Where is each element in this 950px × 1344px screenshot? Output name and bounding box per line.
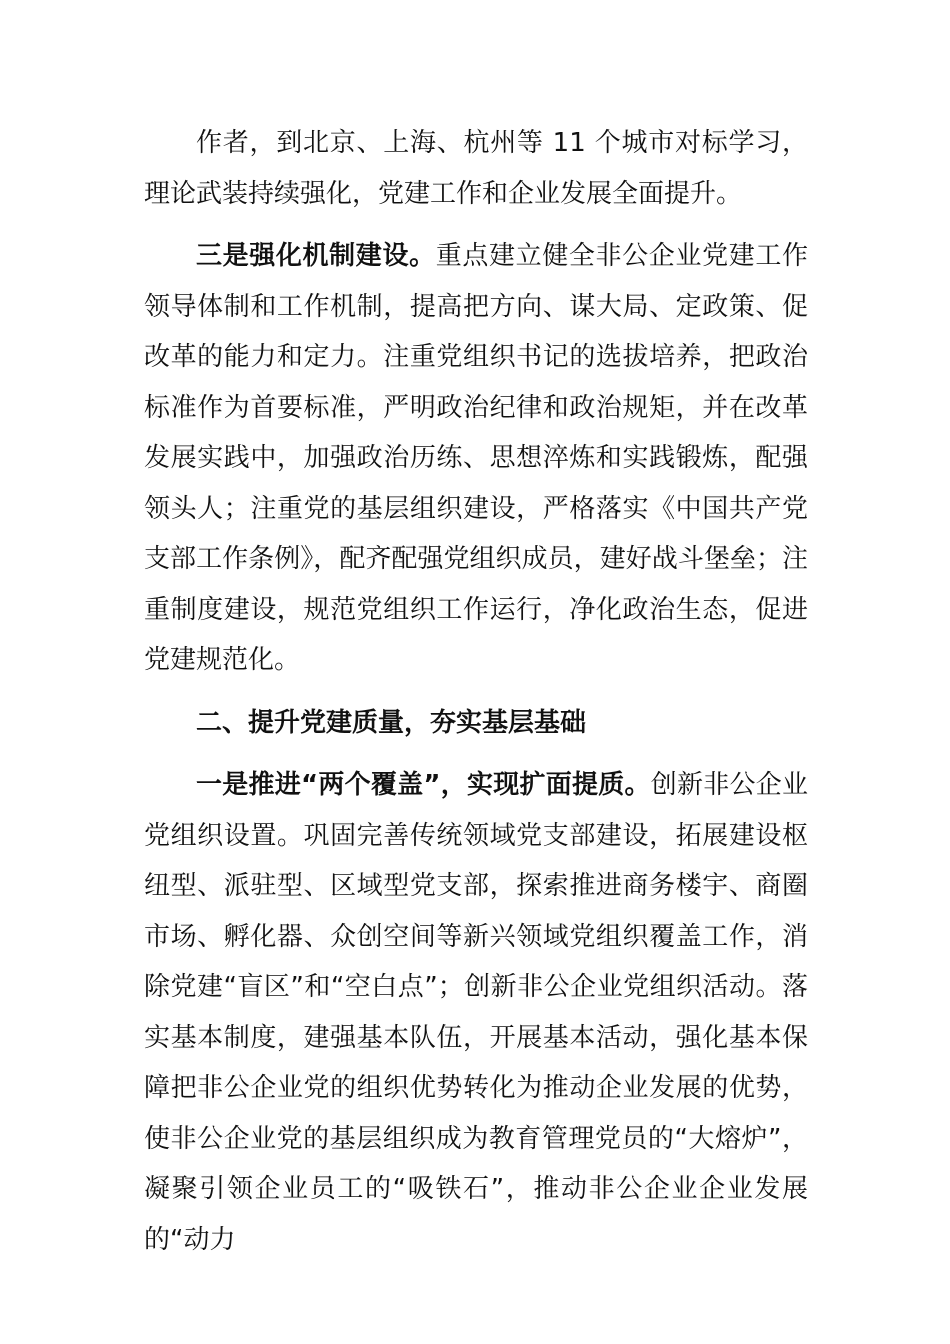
paragraph-3-lead: 一是推进“两个覆盖”，实现扩面提质。 bbox=[196, 770, 651, 800]
paragraph-1-text: 作者，到北京、上海、杭州等 11 个城市对标学习，理论武装持续强化，党建工作和企业发展全面提升。 bbox=[144, 128, 808, 209]
paragraph-2-lead: 三是强化机制建设。 bbox=[196, 241, 436, 271]
paragraph-3 bbox=[144, 760, 808, 1265]
paragraph-3-text: 创新非公企业党组织设置。巩固完善传统领域党支部建设，拓展建设枢纽型、派驻型、区域型党支部，探索推进商务楼宇、商圈市场、孵化器、众创空间等新兴领域党组织覆盖工作，消除党建“盲区”和“空白点”；创新非公企业党组织活动。落实基本制度，建强基本队伍，开展基本活动，强化基本保障把非公企业党的组织优势转化为推动企业发展的优势，使非公企业党的基层组织成为教育管理党员的“大熔炉”，凝聚引领企业员工的“吸铁石”，推动非公企业企业发展的“动力 bbox=[144, 770, 808, 1255]
paragraph-2-text: 重点建立健全非公企业党建工作领导体制和工作机制，提高把方向、谋大局、定政策、促改革的能力和定力。注重党组织书记的选拔培养，把政治标准作为首要标准，严明政治纪律和政治规矩，并在改革发展实践中，加强政治历练、思想淬炼和实践锻炼，配强领头人；注重党的基层组织建设，严格落实《中国共产党支部工作条例》，配齐配强党组织成员，建好战斗堡垒；注重制度建设，规范党组织工作运行，净化政治生态，促进党建规范化。 bbox=[144, 241, 808, 675]
section-heading: 二、提升党建质量，夯实基层基础 bbox=[196, 707, 587, 738]
document-body bbox=[144, 118, 808, 1277]
paragraph-2 bbox=[144, 231, 808, 686]
paragraph-1 bbox=[144, 118, 808, 219]
